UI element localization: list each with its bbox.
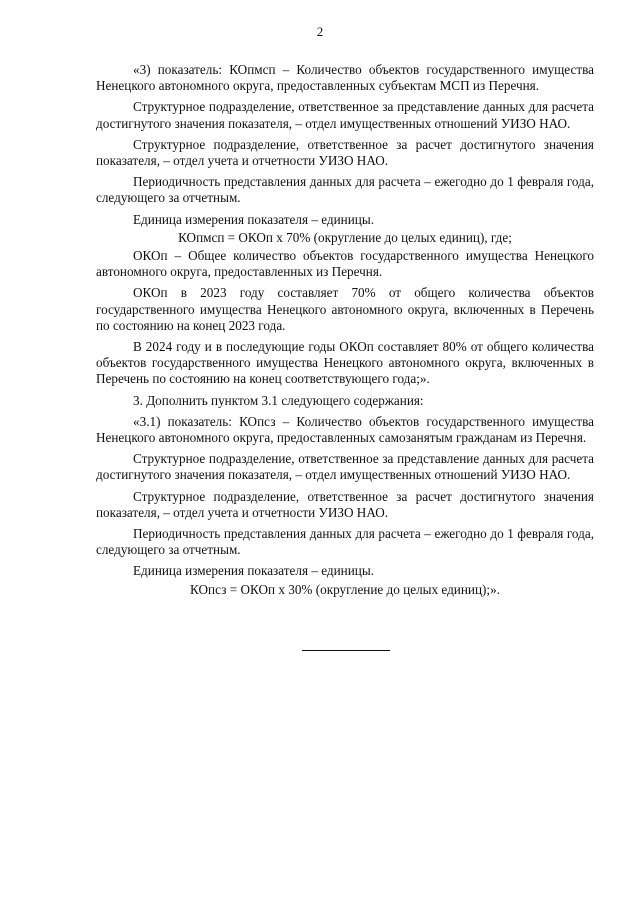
paragraph-data-periodicity-2: Периодичность представления данных для расчета – ежегодно до 1 февраля года, следующего за отчетным. bbox=[96, 526, 594, 558]
paragraph-measurement-unit-2: Единица измерения показателя – единицы. bbox=[133, 563, 375, 579]
paragraph-okop-2024: В 2024 году и в последующие годы ОКОп составляет 80% от общего количества объектов государственного имущества Ненецкого автономного округа, включенных в Перечень по состоянию на конец соответствующего года;». bbox=[96, 339, 594, 387]
document-body bbox=[96, 62, 594, 603]
page-number: 2 bbox=[316, 24, 324, 39]
paragraph-measurement-unit: Единица измерения показателя – единицы. bbox=[133, 211, 375, 227]
paragraph-okop-2023: ОКОп в 2023 году составляет 70% от общего количества объектов государственного имущества Ненецкого автономного округа, включенных в Перечень по состоянию на конец 2023 года. bbox=[96, 285, 594, 333]
formula-kopmsp: КОпмсп = ОКОп х 70% (округление до целых единиц), где; bbox=[178, 229, 512, 245]
paragraph-item-3-addition: 3. Дополнить пунктом 3.1 следующего содержания: bbox=[133, 392, 424, 408]
formula-kopsz: КОпсз = ОКОп х 30% (округление до целых единиц);». bbox=[190, 581, 500, 597]
paragraph-responsible-data-unit: Структурное подразделение, ответственное за представление данных для расчета достигнутого значения показателя, – отдел имущественных отношений УИЗО НАО. bbox=[96, 99, 594, 131]
paragraph-data-periodicity: Периодичность представления данных для расчета – ежегодно до 1 февраля года, следующего за отчетным. bbox=[96, 174, 594, 206]
paragraph-indicator-3-title: «3) показатель: КОпмсп – Количество объектов государственного имущества Ненецкого автономного округа, предоставленных субъектам МСП из Перечня. bbox=[96, 62, 594, 94]
paragraph-responsible-calculation-unit-2: Структурное подразделение, ответственное за расчет достигнутого значения показателя, – отдел учета и отчетности УИЗО НАО. bbox=[96, 488, 594, 520]
paragraph-responsible-calculation-unit: Структурное подразделение, ответственное за расчет достигнутого значения показателя, – отдел учета и отчетности УИЗО НАО. bbox=[96, 136, 594, 169]
paragraph-indicator-3-1-title: «3.1) показатель: КОпсз – Количество объектов государственного имущества Ненецкого автономного округа, предоставленных самозанятым гражданам из Перечня. bbox=[96, 413, 594, 446]
paragraph-responsible-data-unit-2: Структурное подразделение, ответственное за представление данных для расчета достигнутого значения показателя, – отдел имущественных отношений УИЗО НАО. bbox=[96, 451, 594, 483]
paragraph-okop-definition: ОКОп – Общее количество объектов государственного имущества Ненецкого автономного округа, предоставленных из Перечня. bbox=[96, 248, 594, 280]
end-divider-line bbox=[302, 650, 390, 651]
